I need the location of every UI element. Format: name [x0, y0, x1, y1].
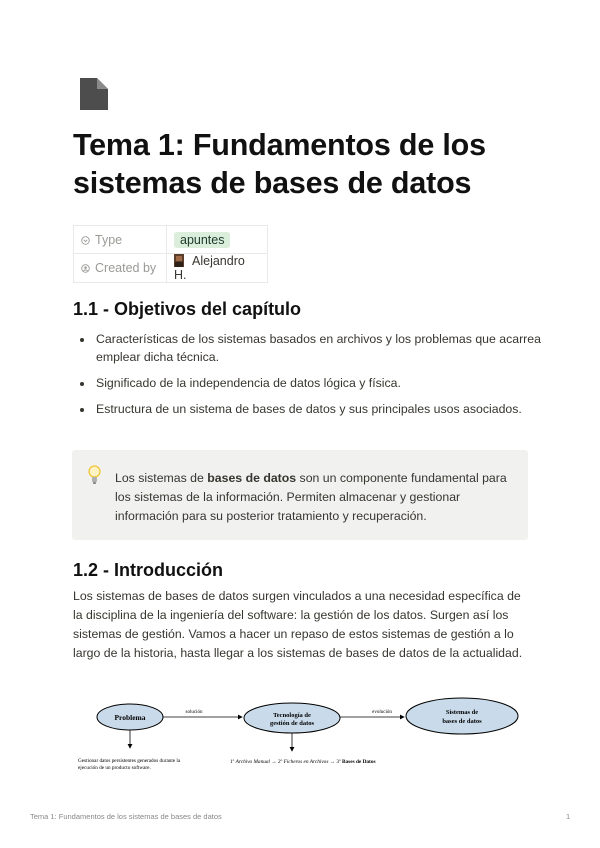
author-name[interactable]: Alejandro H.	[174, 254, 245, 282]
diagram-arrow-label: solución	[185, 710, 203, 715]
type-tag[interactable]: apuntes	[174, 232, 230, 248]
diagram-label: Problema	[114, 713, 146, 722]
property-label	[74, 226, 167, 254]
diagram-label: bases de datos	[442, 718, 482, 725]
property-row-type	[74, 226, 268, 254]
callout-bold-text: bases de datos	[207, 471, 297, 485]
lightbulb-icon	[88, 465, 101, 485]
data-management-diagram	[70, 693, 530, 783]
callout	[72, 450, 528, 540]
diagram-steps: 1º Archivo Manual → 2º Ficheros en Archivos → 3º Bases de Datos	[230, 759, 376, 765]
property-row-created-by	[74, 254, 268, 283]
page-title: Tema 1: Fundamentos de los sistemas de bases de datos	[73, 128, 486, 200]
intro-paragraph: Los sistemas de bases de datos surgen vinculados a una necesidad específica de la disciplina de la ingeniería del software: la gestión de los datos. Surgen así los sistemas de gestión. Vamos a hacer un repaso de estos sistemas de gestión a lo largo de la historia, hasta llegar a los sistemas de bases de datos de la actualidad.	[73, 589, 523, 660]
property-value[interactable]	[167, 254, 268, 283]
callout-text: Los sistemas de bases de datos son un componente fundamental para los sistemas de la información. Permiten almacenar y gestionar información para su posterior tratamiento y recuperación.	[115, 471, 507, 523]
diagram-node-sistemas	[406, 698, 518, 734]
diagram-label: gestión de datos	[269, 720, 315, 727]
objectives-list	[73, 330, 549, 426]
select-icon	[81, 236, 90, 245]
list-item: • Significado de la independencia de datos lógica y física.	[94, 374, 549, 392]
property-value[interactable]	[167, 226, 268, 254]
property-label	[74, 254, 167, 283]
property-label-text: Type	[95, 232, 123, 247]
footer-title: Tema 1: Fundamentos de los sistemas de bases de datos	[30, 812, 222, 821]
diagram-arrow-label: evolución	[372, 710, 392, 715]
section-heading-objetivos: 1.1 - Objetivos del capítulo	[73, 299, 302, 319]
properties-table	[73, 225, 268, 283]
property-label-text: Created by	[95, 261, 157, 275]
page-number: 1	[566, 812, 571, 821]
section-heading-introduccion: 1.2 - Introducción	[73, 560, 224, 580]
diagram-label: Sistemas de	[445, 709, 479, 716]
avatar	[174, 254, 184, 267]
diagram-note: Gestionar datos persistentes generados durante la	[78, 758, 181, 764]
list-item: • Características de los sistemas basados en archivos y los problemas que acarrea emplear dicha técnica.	[94, 330, 549, 366]
list-item: • Estructura de un sistema de bases de datos y sus principales usos asociados.	[94, 400, 549, 418]
diagram-label: Tecnología de	[273, 712, 311, 719]
document-icon	[80, 78, 108, 110]
diagram-note: ejecución de un producto software.	[78, 765, 151, 771]
person-icon	[81, 264, 90, 273]
